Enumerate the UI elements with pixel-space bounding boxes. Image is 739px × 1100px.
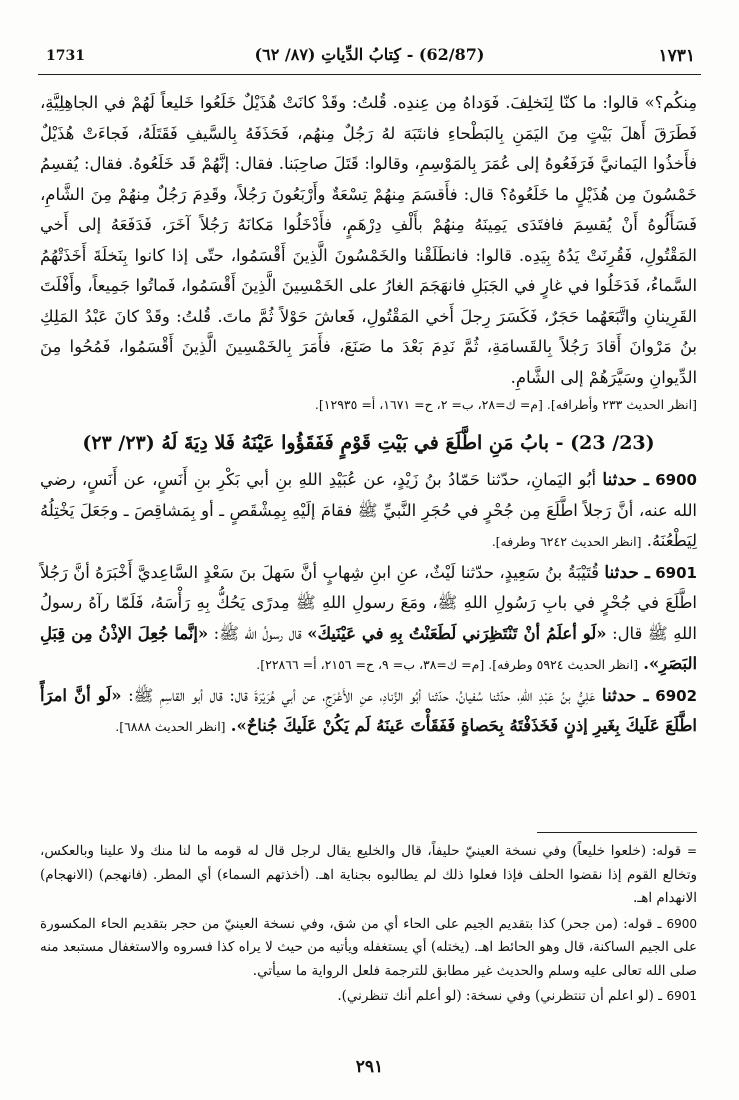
footnote-marker: 6900 — [666, 916, 697, 931]
intro-paragraph: مِنكُم؟» قالوا: ما كنّا لِنَخلِفَ. فَوَداهُ مِن عِندِه. قُلتُ: وقَدْ كانَتْ هُذَيْلٌ خَلَعُوا خَليعاً لَهُمْ في الجاهِلِيَّةِ، فَطَرَقَ أَهلَ بَيْتٍ مِنَ اليَمَنِ بِالبَطْحاءِ فانتَبَهَ لهُ رَجُلٌ مِنهُم، فَحَذَفَهُ بِالسَّيفِ فَقَتَلَهُ، فَجاءَتْ هُذَيْلٌ فأَخذُوا اليَمانيَّ فَرَفَعُوهُ إلى عُمَرَ بِالمَوْسِمِ، وقالوا: قَتَلَ صاحِبَنا. فقال: إنَّهُمْ قَد خَلَعُوهُ. فقال: يُقسِمُ خَمْسُونَ مِن هُذَيْلٍ ما خَلَعُوهُ؟ قال: فأَقسَمَ مِنهُمْ تِسْعَةٌ وأَرْبَعُونَ رَجُلاً، وقَدِمَ رَجُلٌ مِنهُمْ مِنَ الشَّامِ، فَسَأَلُوهُ أَنْ يُقسِمَ فافتَدَى يَمِينَهُ مِنهُمْ بأَلْفِ دِرْهَمٍ، فأَدْخَلُوا مَكانَهُ رَجُلاً آخَرَ، فَدَفَعَهُ إلى أَخي المَقْتُولِ، فَقُرِنَتْ يَدُهُ بِيَدِه. قالوا: فانطَلَقْنا والخَمْسُونَ الَّذِينَ أَقْسَمُوا، حتّى إذا كانوا بِنَخلَةَ أَخَذَتْهُمُ السَّماءُ، فَدَخَلُوا في غارٍ في الجَبَلِ فانهَجَمَ الغارُ على الخَمْسِينَ الَّذِينَ أَقْسَمُوا، فَماتُوا جَمِيعاً، وأَفْلَتَ القَرِينانِ واتَّبَعَهُما حَجَرٌ، فَكَسَرَ رِجلَ أَخي المَقْتُولِ، فَعاشَ حَوْلاً ثُمَّ ماتَ. قُلتُ: وقَدْ كانَ عَبْدُ المَلِكِ بنُ مَرْوانَ أَقادَ رَجُلاً بِالقَسامَةِ، ثُمَّ نَدِمَ بَعْدَ ما صَنَعَ، فأَمَرَ بِالخَمْسِينَ الَّذِينَ أَقْسَمُوا، فَمُحُوا مِنَ الدِّيوانِ وسَيَّرَهُمْ إلى الشَّامِ. — [40, 93, 697, 387]
chapter-heading: (23/ 23) - بابُ مَنِ اطَّلَعَ في بَيْتِ قَوْمٍ فَفَقَؤُوا عَيْنَهُ فَلا دِيَةَ لَهُ (٢٣/ ٢٣) — [82, 432, 655, 454]
hadith-quote: «لَو أعلَمُ أنْ تَنْتَظِرَني لَطَعَنْتُ بِهِ في عَيْنَيكَ» — [307, 623, 607, 643]
page-footer-number: ٢٩١ — [355, 1057, 384, 1077]
intro-reference — [40, 393, 697, 417]
hadith-ref: [انظر الحديث ٦٨٨٨]. — [115, 719, 226, 734]
hadith-6901: 6901 ـ حدثنا قُتَيْبَةُ بنُ سَعِيدٍ، حدّثنا لَيْثٌ، عنِ ابنِ شِهابٍ أنَّ سَهلَ بنَ سَعْدٍ السَّاعِديَّ أَخْبَرَهُ أنَّ رَجُلاً اطَّلَعَ في جُحْرٍ في بابِ رَسُولِ اللهِ ﷺ، ومَعَ رسولِ اللهِ ﷺ مِدرًى يَحُكُّ بِهِ رَأْسَهُ، فَلَمّا رآهُ رسولُ اللهِ ﷺ قال: «لَو أعلَمُ أنْ تَنْتَظِرَني لَطَعَنْتُ بِهِ في عَيْنَيكَ» قال رسولُ الله ﷺ: «إنَّما جُعِلَ الإذْنُ مِن قِبَلِ البَصَرِ». [انظر الحديث ٥٩٢٤ وطرفه]. [م= ك=٣٨، ب= ٩، ح= ٢١٥٦، أ= ٢٢٨٦٦]. — [40, 562, 697, 673]
page-number-latin: 1731 — [46, 48, 85, 64]
hadith-text: عَلِيُّ بنُ عَبْدِ اللهِ، حدّثنا سُفيانُ، حدّثنا أبُو الزِّنادِ، عنِ الأَعْرَجِ، عن أبي هُرَيْرَةَ قال: قال أبو القاسِمِ ﷺ: — [128, 685, 596, 705]
intro-ref-2: [م= ك=٢٨، ب= ٢، ح= ١٦٧١، أ= ١٢٩٣٥]. — [314, 397, 543, 412]
hadith-lead: حدثنا — [602, 470, 637, 490]
footnote-divider — [537, 832, 697, 833]
hadith-text: أبُو اليَمانِ، حدّثنا حَمّادُ بنُ زَيْدٍ، عن عُبَيْدِ اللهِ بنِ أبي بَكْرِ بنِ أَنَسٍ، عن أَنَسٍ، رضي الله عنه، أنَّ رَجلاً اطَّلَعَ مِن جُحْرٍ في حُجَرِ النَّبيِّ ﷺ فقامَ إلَيْهِ بِمِشْقَصٍ ـ أو بِمَشاقِصَ ـ وجَعَلَ يَخْتِلُهُ لِيَطْعُنَهُ. — [40, 470, 697, 550]
footnotes — [40, 840, 697, 1011]
hadith-number: 6900 — [655, 471, 697, 489]
hadith-6902: 6902 ـ حدثنا عَلِيُّ بنُ عَبْدِ اللهِ، حدّثنا سُفيانُ، حدّثنا أبُو الزِّنادِ، عنِ الأَعْرَجِ، عن أبي هُرَيْرَةَ قال: قال أبو القاسِمِ ﷺ: «لَو أنَّ امرَأً اطَّلَعَ عَلَيكَ بِغَيرِ إذنٍ فَخَذَفْتَهُ بِحَصاةٍ فَفَقَأْتَ عَينَهُ لَم يَكُنْ عَلَيكَ جُناحٌ». [انظر الحديث ٦٨٨٨]. — [40, 685, 698, 735]
footnote-marker: = — [686, 844, 697, 858]
footnote-text: ـ قوله: (من جحر) كذا بتقديم الجيم على الحاء أي من شق، وفي نسخة العينيّ من حجر بتقديم الحاء المكسورة على الجيم الساكنة، قال وهو الحائط اهـ. (يختله) أي يستغفله ويأتيه من حيث لا يراه كذا فسروه والاستغفال مستبعد منه صلى الله تعالى عليه وسلم والحديث غير مطابق للترجمة فلعل الرواية ما سيأتي. — [40, 915, 697, 979]
footnote-text: ـ (لو اعلم أن تنتظرني) وفي نسخة: (لو أعلم أنك تنظرني). — [337, 988, 663, 1004]
hadith-text: قُتَيْبَةُ بنُ سَعِيدٍ، حدّثنا لَيْثٌ، عنِ ابنِ شِهابٍ أنَّ سَهلَ بنَ سَعْدٍ السَّاعِديَّ أَخْبَرَهُ أنَّ رَجُلاً اطَّلَعَ في جُحْرٍ في بابِ رَسُولِ اللهِ ﷺ، ومَعَ رسولِ اللهِ ﷺ مِدرًى يَحُكُّ بِهِ رَأْسَهُ، فَلَمّا رآهُ رسولُ اللهِ ﷺ قال: — [40, 562, 697, 643]
footnote-text: قوله: (خلعوا خليعاً) وفي نسخة العينيّ حليفاً، قال والخليع يقال لرجل قال له قومه ما لنا منك ولا علينا وبالعكس، وتخالع القوم إذا نقضوا الحلف فإذا فعلوا ذلك لم يطالبوه بجناية اهـ. (أخذتهم السماء) أي المطر. (فانهجم) (الانهجام) الانهدام اهـ. — [40, 843, 697, 906]
footnote — [40, 913, 697, 984]
hadith-lead: حدثنا — [601, 685, 637, 706]
intro-ref: [انظر الحديث ٢٣٣ وأطرافه]. — [546, 397, 697, 412]
hadith-quote: «لَو أنَّ امرَأً اطَّلَعَ عَلَيكَ بِغَيرِ إذنٍ فَخَذَفْتَهُ بِحَصاةٍ فَفَقَأْتَ عَينَهُ لَم يَكُنْ عَلَيكَ جُناحٌ». — [40, 685, 697, 735]
hadith-number: 6902 — [655, 686, 698, 705]
hadith-quote-2: «إنَّما جُعِلَ الإذْنُ مِن قِبَلِ البَصَرِ». — [40, 623, 697, 673]
hadith-text-2: قال رسولُ الله ﷺ: — [213, 623, 302, 643]
hadith-6900: 6900 ـ حدثنا أبُو اليَمانِ، حدّثنا حَمّادُ بنُ زَيْدٍ، عن عُبَيْدِ اللهِ بنِ أبي بَكْرِ بنِ أَنَسٍ، عن أَنَسٍ، رضي الله عنه، أنَّ رَجلاً اطَّلَعَ مِن جُحْرٍ في حُجَرِ النَّبيِّ ﷺ فقامَ إلَيْهِ بِمِشْقَصٍ ـ أو بِمَشاقِصَ ـ وجَعَلَ يَخْتِلُهُ لِيَطْعُنَهُ. [انظر الحديث ٦٢٤٢ وطرفه]. — [40, 470, 697, 550]
main-text — [40, 88, 697, 743]
page-number-arabic: ١٧٣١ — [658, 46, 695, 66]
footnote — [40, 840, 697, 911]
footnote — [40, 985, 697, 1009]
hadith-ref: [انظر الحديث ٦٢٤٢ وطرفه]. — [491, 534, 642, 549]
hadith-number: 6901 — [655, 563, 697, 582]
footnote-marker: 6901 — [666, 989, 697, 1003]
book-title: (62/87) - كِتابُ الدِّياتِ (٨٧/ ٦٢) — [254, 45, 485, 64]
running-header — [38, 40, 701, 75]
hadith-lead: حدثنا — [604, 562, 639, 583]
hadith-ref: [انظر الحديث ٥٩٢٤ وطرفه]. [م= ك=٣٨، ب= ٩، ح= ٢١٥٦، أ= ٢٢٨٦٦]. — [256, 657, 639, 672]
